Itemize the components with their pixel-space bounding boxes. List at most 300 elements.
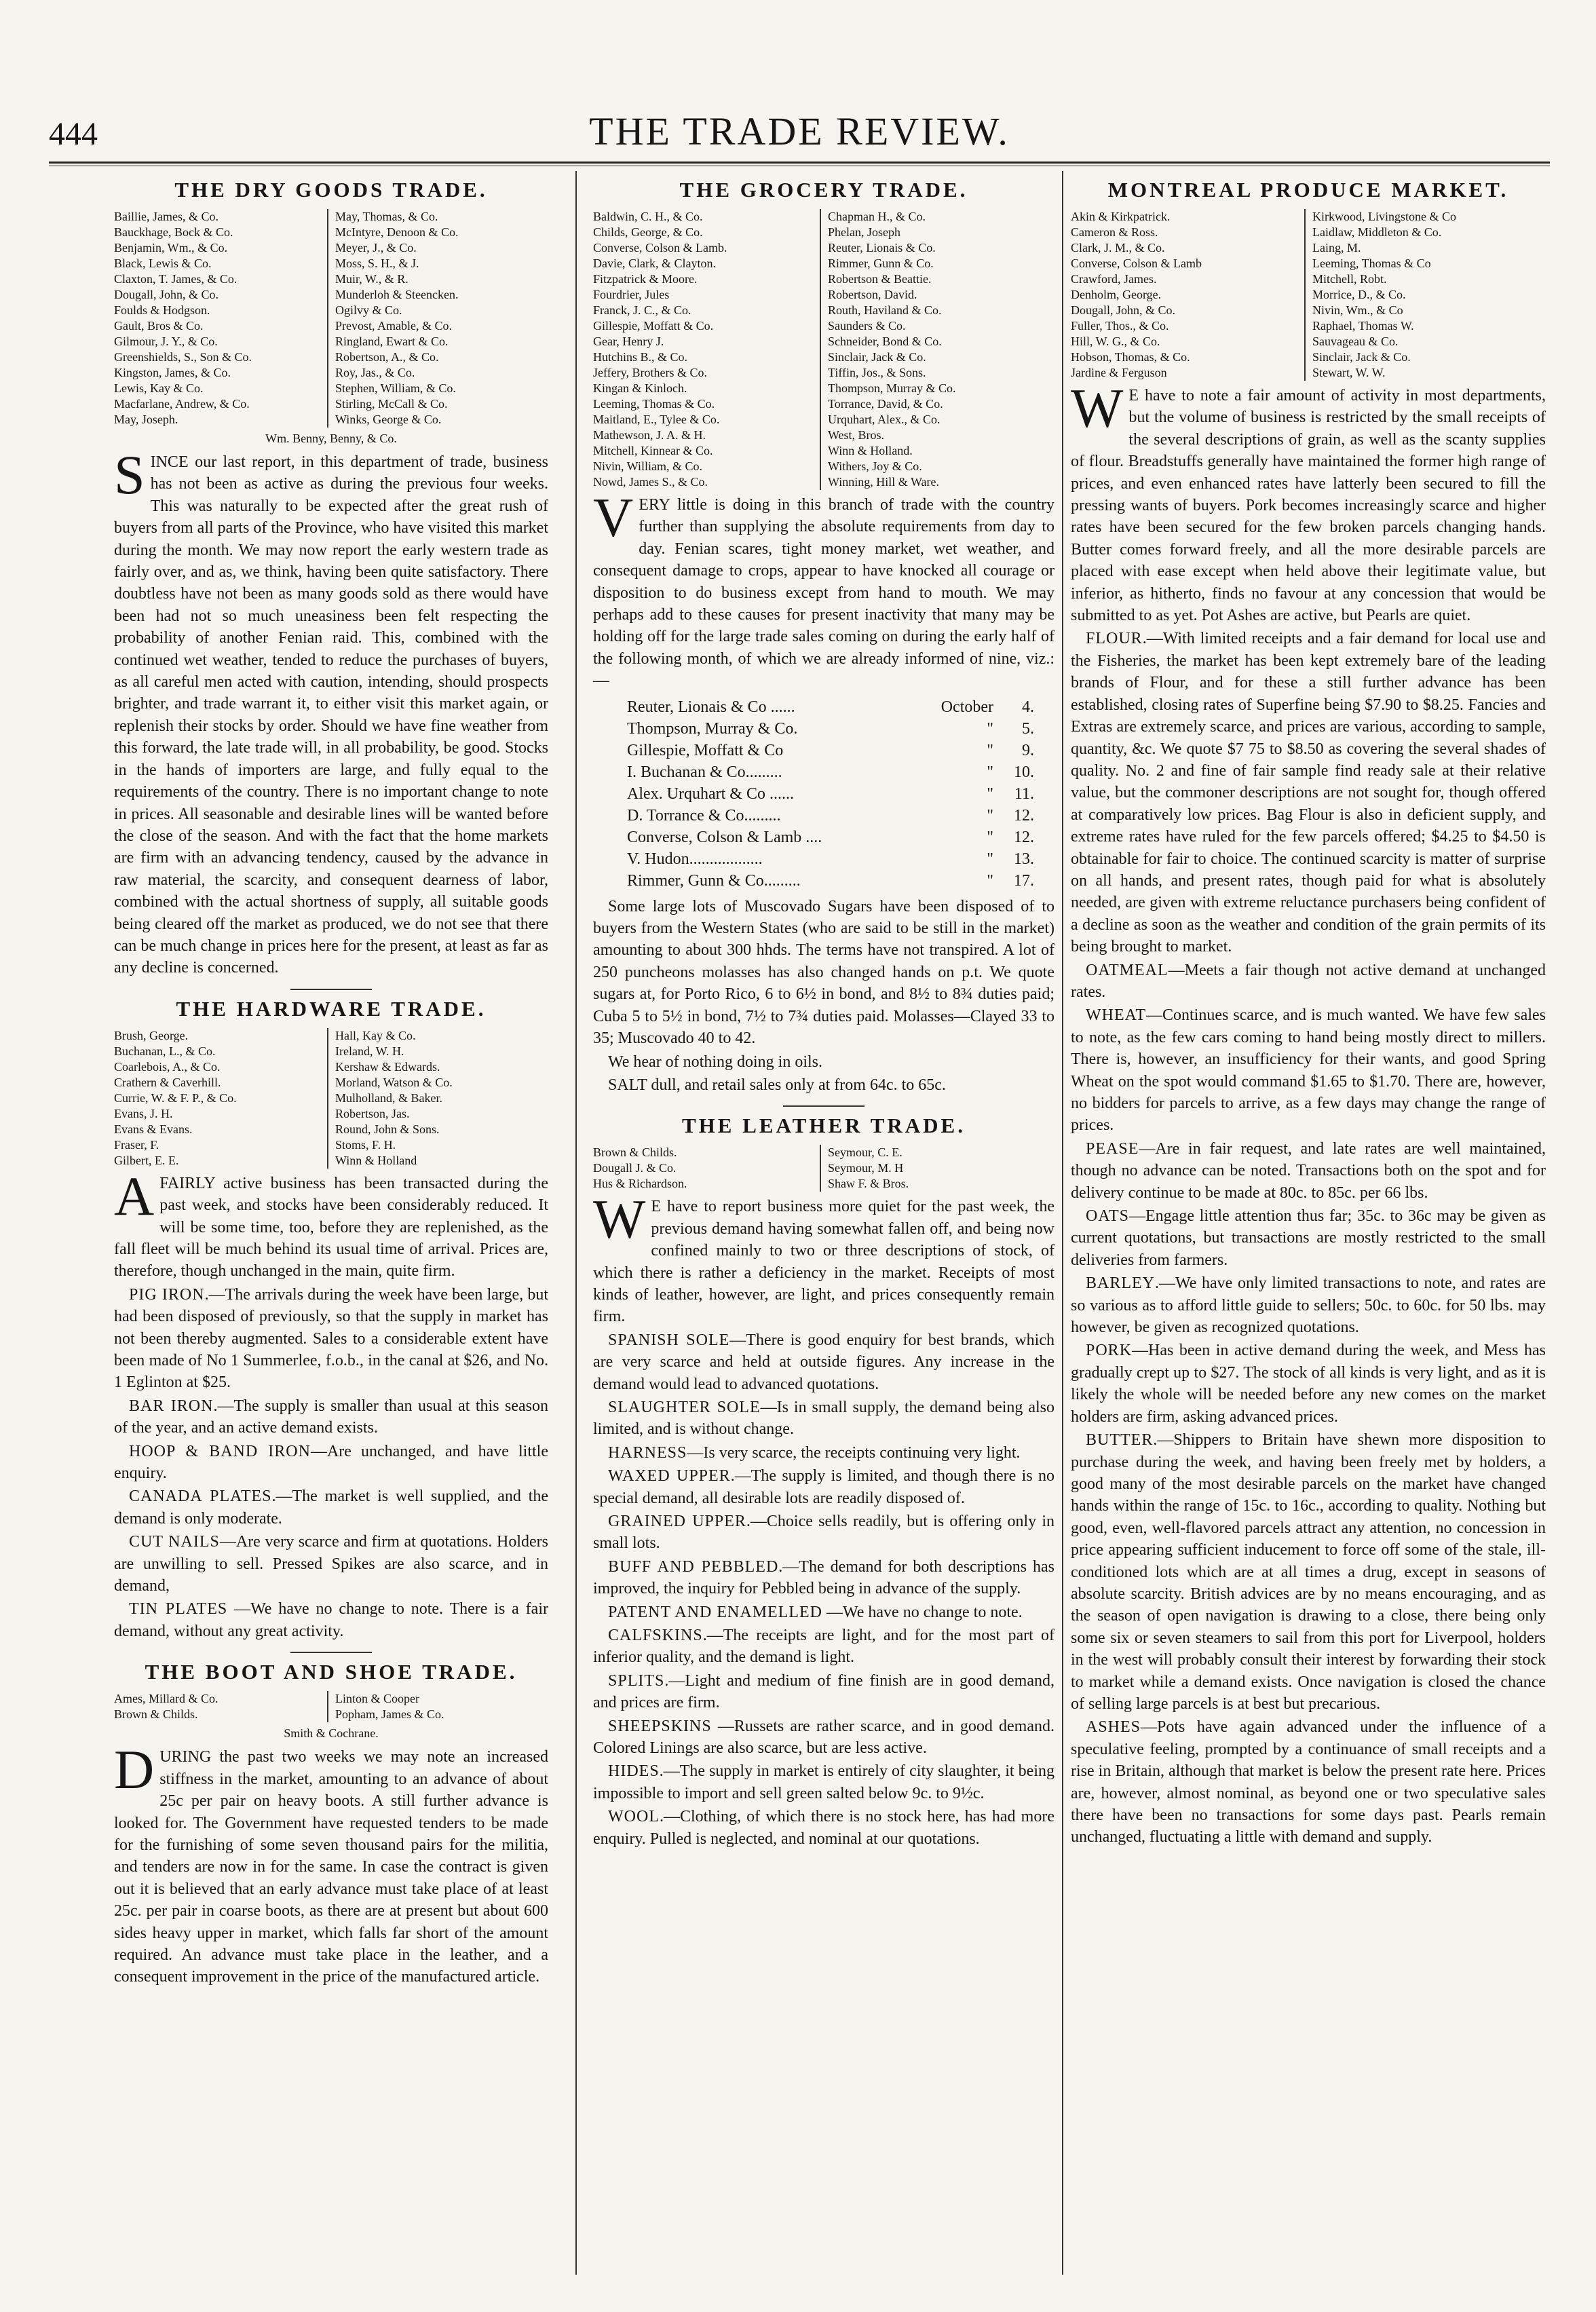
firm-name: Stewart, W. W. [1312, 366, 1386, 379]
firm-list [593, 209, 1054, 490]
sale-day: 4. [1022, 698, 1034, 716]
firm-name: Rimmer, Gunn & Co. [828, 257, 934, 270]
paragraph-text: FAIRLY active business has been transacted during the past week, and stocks have been considerably reduced. It will be some time, too, before they are replenished, as the fall fleet will be much behind its usual time of arrival. Prices are, therefore, though unchanged in the main, quite firm. [114, 1174, 548, 1281]
firm-name: Gault, Bros & Co. [114, 319, 204, 333]
subhead: PATENT AND ENAMELLED [608, 1603, 823, 1621]
firm-name: West, Bros. [828, 428, 885, 442]
paragraph [1071, 960, 1546, 1004]
firm-name: Bauckhage, Bock & Co. [114, 225, 233, 239]
firm-name: Fraser, F. [114, 1137, 159, 1152]
firm-name: Fuller, Thos., & Co. [1071, 319, 1169, 333]
firm-name: Laing, M. [1312, 241, 1361, 254]
article-body-continued [593, 896, 1054, 1097]
trade-sales-list [627, 696, 1054, 892]
firm-name: Gilmour, J. Y., & Co. [114, 335, 218, 348]
subhead: OATMEAL [1086, 961, 1168, 979]
sale-month: " [987, 784, 993, 803]
subhead: BUTTER [1086, 1431, 1154, 1449]
firm-name: Mathewson, J. A. & H. [593, 428, 706, 442]
firm-name: Evans & Evans. [114, 1122, 193, 1136]
firm-name: Baldwin, C. H., & Co. [593, 210, 703, 223]
firm-name: Reuter, Lionais & Co. [828, 241, 936, 254]
paragraph-text: .—The market is well supplied, and the demand is only moderate. [114, 1487, 548, 1528]
firm-name: Saunders & Co. [828, 319, 906, 333]
paragraph: SALT dull, and retail sales only at from 64c. to 65c. [608, 1076, 946, 1094]
firm-name: Hill, W. G., & Co. [1071, 335, 1160, 348]
sale-day: 10. [1014, 763, 1034, 781]
sale-name: Alex. Urquhart & Co ...... [627, 784, 794, 803]
subhead: WAXED UPPER [608, 1467, 731, 1485]
paragraph-text: .—The supply in market is entirely of city slaughter, it being impossible to import and sell green salted below 9c. to 9½c. [593, 1762, 1054, 1802]
section-title: THE GROCERY TRADE. [679, 178, 968, 202]
paragraph-text: .—Light and medium of fine finish are in good demand, and prices are firm. [593, 1671, 1054, 1712]
firm-name: Munderloh & Steencken. [335, 288, 459, 301]
paragraph [114, 1531, 548, 1597]
firm-name: Popham, James & Co. [335, 1707, 444, 1722]
subhead: CANADA PLATES [129, 1487, 272, 1506]
firm-name: Chapman H., & Co. [828, 210, 926, 223]
boot-shoe-section [114, 1660, 548, 1988]
sale-month: October [940, 698, 993, 716]
paragraph-text: .—The receipts are light, and for the most part of inferior quality, and the demand is light. [593, 1627, 1054, 1667]
leather-section [593, 1114, 1054, 1850]
subhead: CALFSKINS [608, 1627, 703, 1645]
paragraph-text: .—Clothing, of which there is no stock here, has had more enquiry. Pulled is neglected, and nominal at our quotations. [593, 1808, 1054, 1848]
firm-list-left [593, 209, 820, 490]
sale-month: " [987, 763, 993, 781]
firm-name: Tiffin, Jos., & Sons. [828, 366, 926, 379]
paragraph-text: .—We have only limited transactions to note, and rates are so various as to afford little guide to sellers; 50c. to 60c. for 50 lbs. may however, be given as recognized quotations. [1071, 1274, 1546, 1337]
paragraph [593, 1625, 1054, 1669]
paragraph [593, 1716, 1054, 1760]
page-number: 444 [49, 116, 98, 152]
subhead: PORK [1086, 1342, 1133, 1360]
section-title: THE DRY GOODS TRADE. [174, 178, 488, 202]
paragraph [1071, 1138, 1546, 1204]
firm-name: Kingston, James, & Co. [114, 366, 231, 379]
section-title: MONTREAL PRODUCE MARKET. [1107, 178, 1509, 202]
firm-name: Urquhart, Alex., & Co. [828, 413, 940, 426]
firm-name: Moss, S. H., & J. [335, 257, 419, 270]
sale-month: " [987, 741, 993, 759]
firm-name: Crawford, James. [1071, 272, 1157, 286]
firm-name: Ames, Millard & Co. [114, 1692, 218, 1706]
firm-name: Coarlebois, A., & Co. [114, 1059, 221, 1074]
firm-name: Mulholland, & Baker. [335, 1091, 442, 1105]
paragraph-text: .—Shippers to Britain have shewn more disposition to purchase during the week, and having been freely met by holders, a good many of the most desirable parcels on the market have changed hands within the range of 15c. to 16c., according to quality. Nothing but good, even, well-flavored parcels attract any attention, no concession in price appearing sufficient inducement to force off some of the stale, ill-conditioned lots which are at all times a drug, except in seasons of absolute scarcity. British advices are by no means encouraging, and as the season of open navigation is drawing to a close, there being only some six or seven steamers to sail from this port for Liverpool, holders in the west will probably consult their interest by forwarding their stock to market while a demand exists. Once navigation is closed the chance of selling large parcels is at best but precarious. [1071, 1431, 1546, 1713]
firm-name: Ogilvy & Co. [335, 303, 402, 317]
firm-name: Stoms, F. H. [335, 1137, 396, 1152]
firm-name: Muir, W., & R. [335, 272, 408, 286]
firm-list-left [593, 1145, 820, 1192]
sale-month: " [987, 871, 993, 890]
firm-name: Hall, Kay & Co. [335, 1028, 416, 1042]
firm-name: Foulds & Hodgson. [114, 303, 210, 317]
paragraph-text: —We have no change to note. [822, 1603, 1023, 1621]
firm-list [114, 1028, 548, 1169]
paragraph-text: —There is good enquiry for best brands, which are very scarce and held at outside figures. Any increase in the demand would lead to advanced quotations. [593, 1331, 1054, 1393]
firm-name: Ringland, Ewart & Co. [335, 335, 449, 348]
firm-name: Morland, Watson & Co. [335, 1075, 453, 1089]
firm-name: Macfarlane, Andrew, & Co. [114, 397, 250, 411]
paragraph [593, 1556, 1054, 1600]
subhead: PIG IRON [129, 1285, 205, 1304]
article-body [114, 1739, 548, 1988]
firm-name: Winks, George & Co. [335, 413, 442, 426]
sale-day: 12. [1014, 806, 1034, 825]
firm-name: Torrance, David, & Co. [828, 397, 943, 411]
section-divider [290, 989, 372, 990]
firm-list-tail: Smith & Cochrane. [284, 1726, 379, 1741]
sale-row [627, 696, 1054, 718]
firm-name: Sinclair, Jack & Co. [1312, 350, 1411, 364]
firm-name: Dougall, John, & Co. [114, 288, 219, 301]
firm-name: Black, Lewis & Co. [114, 257, 212, 270]
sale-name: Gillespie, Moffatt & Co [627, 741, 784, 759]
subhead: SPLITS [608, 1671, 665, 1690]
paragraph [593, 1442, 1054, 1464]
firm-name: Greenshields, S., Son & Co. [114, 350, 252, 364]
firm-name: McIntyre, Denoon & Co. [335, 225, 459, 239]
paragraph [593, 1670, 1054, 1714]
firm-name: Denholm, George. [1071, 288, 1162, 301]
firm-list-right [1304, 209, 1546, 381]
firm-name: Evans, J. H. [114, 1106, 173, 1120]
firm-name: Gillespie, Moffatt & Co. [593, 319, 714, 333]
firm-name: Kershaw & Edwards. [335, 1059, 440, 1074]
sale-name: Rimmer, Gunn & Co......... [627, 871, 801, 890]
firm-name: Stephen, William, & Co. [335, 381, 456, 395]
masthead-title: THE TRADE REVIEW. [589, 109, 1010, 153]
firm-name: Sinclair, Jack & Co. [828, 350, 926, 364]
sale-month: " [987, 828, 993, 846]
firm-name: Laidlaw, Middleton & Co. [1312, 225, 1442, 239]
sale-row [627, 805, 1054, 827]
sale-month: " [987, 806, 993, 825]
drop-cap: S [114, 444, 145, 506]
paragraph [1071, 628, 1546, 958]
paragraph [114, 1441, 548, 1485]
firm-name: Baillie, James, & Co. [114, 210, 218, 223]
sale-day: 11. [1014, 784, 1034, 803]
paragraph [1071, 377, 1546, 626]
paragraph [1071, 1004, 1546, 1136]
paragraph-text: —Has been in active demand during the week, and Mess has gradually crept up to $27. The stock of all kinds is very light, and as it is likely the whole will be needed before any new comes on the market holders are firm, asking advanced prices. [1071, 1342, 1546, 1426]
paragraph-text: .—With limited receipts and a fair demand for local use and the Fisheries, the market has been kept extremely bare of the leading brands of Flour, and for these a still further advance has been established, closing rates of Superfine being $7.90 to $8.25. Fancies and Extras are extremely scarce, and prices are various, according to sample, quantity, &c. We quote $7 75 to $8.50 as covering the several shades of quality. No. 2 and fine of fair sample find ready sale at their relative value, but the commoner descriptions are not sought for, though offered at comparatively low prices. Bag Flour is also in deficient supply, and extreme rates have ruled for the few parcels offered; $4.25 to $4.50 is obtainable for fair to choice. The continued scarcity is matter of surprise on all hands, and present rates, though paid for what is absolutely needed, are given with extreme reluctance purchasers being confident of a decline as soon as the weather and condition of the grain permits of its being brought to market. [1071, 630, 1546, 956]
paragraph-text: .—The arrivals during the week have been large, but had been disposed of previously, so that the supply in market has not been thereby augmented. Sales to a considerable extent have been made of No 1 Summerlee, f.o.b., in the canal at $26, and No. 1 Eglinton at $25. [114, 1285, 549, 1392]
firm-name: Converse, Colson & Lamb [1071, 257, 1202, 270]
sale-name: Converse, Colson & Lamb .... [627, 828, 822, 846]
sale-day: 12. [1014, 828, 1034, 846]
firm-name: Hus & Richardson. [593, 1177, 687, 1191]
subhead: HOOP & BAND IRON [129, 1442, 311, 1460]
paragraph-text: .—The supply is limited, and though there is no special demand, all desirable lots are readily disposed of. [593, 1467, 1054, 1507]
subhead: SLAUGHTER SOLE [608, 1398, 761, 1416]
sale-name: Thompson, Murray & Co. [627, 719, 798, 738]
sale-name: Reuter, Lionais & Co ...... [627, 698, 795, 716]
firm-name: Roy, Jas., & Co. [335, 366, 415, 379]
sale-name: I. Buchanan & Co......... [627, 763, 782, 781]
firm-name: Crathern & Caverhill. [114, 1075, 221, 1089]
paragraph [114, 1395, 548, 1439]
drop-cap: W [593, 1188, 646, 1251]
paragraph-text: —We have no change to note. There is a fair demand, without any great activity. [114, 1600, 548, 1640]
subhead: SPANISH SOLE [608, 1331, 730, 1349]
firm-name: Meyer, J., & Co. [335, 241, 417, 254]
subhead: BARLEY [1086, 1274, 1155, 1293]
paragraph-text: .—The demand for both descriptions has improved, the inquiry for Pebbled being in advance of the supply. [593, 1557, 1054, 1598]
firm-name: Hobson, Thomas, & Co. [1071, 350, 1190, 364]
firm-list-left [1071, 209, 1304, 381]
drop-cap: W [1071, 377, 1124, 439]
firm-list [114, 1691, 548, 1722]
sale-row [627, 740, 1054, 761]
firm-name: Stirling, McCall & Co. [335, 397, 448, 411]
firm-name: Jeffery, Brothers & Co. [593, 366, 707, 379]
firm-name: Franck, J. C., & Co. [593, 303, 691, 317]
article-body [114, 1164, 549, 1643]
firm-name: Davie, Clark, & Clayton. [593, 257, 716, 270]
firm-name: Raphael, Thomas W. [1312, 319, 1414, 333]
firm-name: Shaw F. & Bros. [828, 1177, 909, 1191]
subhead: BUFF AND PEBBLED [608, 1557, 779, 1576]
paragraph [593, 1397, 1054, 1441]
firm-name: Seymour, C. E. [828, 1145, 902, 1160]
subhead: HIDES [608, 1762, 660, 1781]
paragraph-text: —Pots have again advanced under the influence of a speculative feeling, prompted by a continuance of small receipts and a rise in Britain, although that market is below the present rate here. Prices are, however, almost nominal, as beyond one or two speculative sales there have been no transactions for some days past. Pearls remain unchanged, fluctuating a little with demand and supply. [1071, 1718, 1546, 1846]
column-3 [1071, 171, 1546, 1850]
firm-name: Brown & Childs. [114, 1707, 198, 1722]
page-header [49, 109, 1550, 163]
paragraph-text: —Russets are rather scarce, and in good demand. Colored Linings are also scarce, but are less active. [593, 1717, 1054, 1758]
firm-name: Brown & Childs. [593, 1145, 677, 1160]
firm-name: Robertson & Beattie. [828, 272, 932, 286]
firm-name: Phelan, Joseph [828, 225, 900, 239]
firm-list [1071, 209, 1546, 381]
paragraph-text: INCE our last report, in this department of trade, business has not been as active as during the previous four weeks. This was naturally to be expected after the great rush of buyers from all parts of the Province, who have visited this market during the month. We may now report the early western trade as fairly over, and as, we think, having been quite satisfactory. There doubtless have not been as many goods sold as there would have been had not so much uneasiness been felt respecting the probability of another Fenian raid. This, combined with the continued wet weather, tended to reduce the purchases of buyers, as all careful men acted with caution, intending, should prospects brighter, and trade warrant it, to either visit this market again, or replenish their stocks by order. Should we have fine weather from this forward, the late trade will, in all probability, be good. Stocks in the hands of importers are large, and fully equal to the requirements of the country. There is no important change to note in prices. All seasonable and desirable lines will be wanted before the close of the season. And with the fact that the home markets are firm with an advancing tendency, caused by the advance in raw material, the scarcity, and consequent dearness of labor, combined with the actual shortness of supply, all suitable goods being cleared off the market as produced, we do not see that there can be much change in prices here for the present, at least as far as any decline is concerned. [114, 453, 548, 977]
drop-cap: A [114, 1164, 155, 1227]
firm-name: Kirkwood, Livingstone & Co [1312, 210, 1456, 223]
sale-row [627, 783, 1054, 805]
sale-row [627, 718, 1054, 740]
paragraph [114, 1739, 548, 1988]
firm-name: Winning, Hill & Ware. [828, 475, 939, 489]
firm-name: Prevost, Amable, & Co. [335, 319, 452, 333]
paragraph-text: —Continues scarce, and is much wanted. We have few sales to note, as the few cars coming to hand being mostly direct to millers. There is, however, an insufficiency for their wants, and good Spring Wheat on the spot would command $1.65 to $1.70. There are, however, no bidders for parcels to arrive, as a few days may change the range of prices. [1071, 1006, 1546, 1135]
firm-name: Sauvageau & Co. [1312, 335, 1399, 348]
firm-name: Claxton, T. James, & Co. [114, 272, 238, 286]
paragraph [593, 1602, 1054, 1623]
article-body [1071, 377, 1546, 1849]
section-title: THE LEATHER TRADE. [682, 1114, 966, 1138]
firm-name: Maitland, E., Tylee & Co. [593, 413, 720, 426]
produce-section [1071, 178, 1546, 1849]
paragraph [1071, 1205, 1546, 1271]
sale-month: " [987, 850, 993, 868]
paragraph-text: ERY little is doing in this branch of trade with the country further than supplying the absolute requirements from day to day. Fenian scares, tight money market, wet weather, and consequent damage to crops, appear to have knocked all courage or disposition to do business except from hand to mouth. We may perhaps add to these causes for present inactivity that many may be holding off for the large trade sales coming on during the early half of the following month, of which we are already informed of nine, viz.:— [593, 496, 1054, 690]
section-title: THE BOOT AND SHOE TRADE. [145, 1660, 518, 1684]
paragraph [114, 1284, 548, 1394]
firm-name: Routh, Haviland & Co. [828, 303, 942, 317]
paragraph-text: .—The supply is smaller than usual at this season of the year, and an active demand exists. [114, 1397, 548, 1437]
paragraph-text: —Are in fair request, and late rates are well maintained, though no advance can be noted. Transactions both on the spot and for delivery continue to be made at 80c. to 85c. per 66 lbs. [1071, 1139, 1546, 1202]
subhead: WHEAT [1086, 1006, 1146, 1025]
hardware-section [114, 997, 548, 1643]
paragraph-text: E have to report business more quiet for the past week, the previous demand having somewhat fallen off, and being now confined mainly to two or three descriptions of stock, of which there is rather a deficiency in the market. Receipts of most kinds of leather, however, are light, and prices consequently remain firm. [593, 1198, 1054, 1326]
paragraph: We hear of nothing doing in oils. [608, 1053, 823, 1071]
subhead: GRAINED UPPER [608, 1513, 746, 1530]
paragraph-text: —Is very scarce, the receipts continuing very light. [687, 1443, 1021, 1462]
subhead: HARNESS [608, 1443, 687, 1462]
sale-name: V. Hudon.................. [627, 850, 763, 868]
paragraph [593, 1760, 1054, 1804]
firm-name: Nivin, Wm., & Co [1312, 303, 1403, 317]
drop-cap: D [114, 1739, 155, 1801]
firm-name: Akin & Kirkpatrick. [1071, 210, 1171, 223]
column-1 [114, 171, 548, 1990]
firm-name: Jardine & Ferguson [1071, 366, 1167, 379]
sale-name: D. Torrance & Co......... [627, 806, 781, 825]
paragraph [114, 1598, 548, 1642]
paragraph [1071, 1429, 1546, 1715]
column-2 [593, 171, 1054, 1851]
firm-name: Clark, J. M., & Co. [1071, 241, 1165, 254]
paragraph [1071, 1340, 1546, 1428]
firm-name: Fitzpatrick & Moore. [593, 272, 698, 286]
firm-list-right [820, 209, 1054, 490]
firm-name: Brush, George. [114, 1028, 189, 1042]
firm-list-left [114, 1028, 327, 1169]
firm-name: Converse, Colson & Lamb. [593, 241, 727, 254]
sale-row [627, 848, 1054, 870]
firm-list-right [327, 1028, 548, 1169]
firm-list-left [114, 209, 327, 428]
paragraph-text: URING the past two weeks we may note an increased stiffness in the market, amounting to an advance of about 25c per pair on heavy boots. A still further advance is looked for. The Government have requested tenders to be made for the furnishing of some seven thousand pairs for the militia, and tenders are now in for the same. In case the contract is given out it is believed that an early advance must take place of at least 25c. per pair in coarse boots, as there are at present but about 600 sides heavy upper in market, which falls far short of the amount required. An advance must take place in the leather, and a consequent improvement in the price of the manufactured article. [114, 1748, 548, 1986]
firm-name: Nivin, William, & Co. [593, 459, 702, 473]
sale-row [627, 761, 1054, 783]
firm-list-right [820, 1145, 1054, 1192]
firm-name: Buchanan, L., & Co. [114, 1044, 216, 1058]
firm-list-left [114, 1691, 327, 1722]
subhead: PEASE [1086, 1139, 1139, 1158]
firm-name: Ireland, W. H. [335, 1044, 404, 1058]
subhead: ASHES [1086, 1718, 1141, 1737]
paragraph [593, 1806, 1054, 1850]
sale-row [627, 870, 1054, 892]
paragraph [1071, 1272, 1546, 1338]
paragraph [1071, 1716, 1546, 1848]
firm-name: Mitchell, Robt. [1312, 272, 1387, 286]
section-title: THE HARDWARE TRADE. [176, 996, 487, 1021]
sale-day: 13. [1014, 850, 1034, 868]
section-divider [290, 1652, 372, 1653]
subhead: TIN PLATES [129, 1600, 228, 1618]
firm-name: Seymour, M. H [828, 1161, 904, 1175]
firm-list [593, 1145, 1054, 1192]
grocery-section [593, 178, 1054, 1096]
article-body [593, 1188, 1055, 1850]
firm-name: Kingan & Kinloch. [593, 381, 687, 395]
drop-cap: V [593, 487, 634, 548]
firm-name: Linton & Cooper [335, 1692, 419, 1706]
sale-row [627, 827, 1054, 848]
firm-name: Currie, W. & F. P., & Co. [114, 1091, 237, 1105]
subhead: WOOL [608, 1808, 660, 1826]
paragraph [593, 1511, 1054, 1555]
firm-list [114, 209, 548, 428]
firm-name: Thompson, Murray & Co. [828, 381, 956, 395]
firm-name: Schneider, Bond & Co. [828, 335, 942, 348]
paragraph [114, 1164, 548, 1283]
firm-name: Winn & Holland [335, 1153, 417, 1167]
sale-day: 9. [1022, 741, 1034, 759]
dry-goods-section [114, 178, 548, 979]
firm-name: Dougall J. & Co. [593, 1161, 677, 1175]
article-body [114, 444, 548, 979]
firm-name: May, Joseph. [114, 413, 178, 426]
firm-name: Childs, George, & Co. [593, 225, 703, 239]
firm-name: Benjamin, Wm., & Co. [114, 241, 228, 254]
paragraph-text: .—Choice sells readily, but is offering only in small lots. [593, 1513, 1054, 1553]
column-rule-1 [575, 171, 577, 2275]
paragraph [114, 444, 548, 979]
firm-name: Cameron & Ross. [1071, 225, 1158, 239]
firm-name: Leeming, Thomas & Co. [593, 397, 715, 411]
paragraph [114, 1485, 548, 1530]
paragraph-text: —Are unchanged, and have little enquiry. [114, 1442, 548, 1483]
paragraph: Some large lots of Muscovado Sugars have been disposed of to buyers from the Western States (who are said to be still in the market) amounting to about 300 hhds. The terms have not transpired. A lot of 250 puncheons molasses has also changed hands on p.t. We quote sugars at, for Porto Rico, 6 to 6½ in bond, and 8½ to 8¾ duties paid; Cuba 5 to 5½ in bond, 7½ to 7¾ duties paid. Molasses—Clayed 33 to 35; Muscovado 40 to 42. [593, 897, 1054, 1048]
subhead: CUT NAILS [129, 1533, 220, 1551]
section-divider [783, 1105, 864, 1107]
subhead: BAR IRON [129, 1397, 214, 1415]
firm-name: Morrice, D., & Co. [1312, 288, 1406, 301]
paragraph [593, 1188, 1054, 1327]
firm-name: Gear, Henry J. [593, 335, 664, 348]
column-rule-2 [1062, 171, 1063, 2275]
paragraph-text: —Is in small supply, the demand being also limited, and is without change. [593, 1398, 1055, 1439]
firm-name: Robertson, David. [828, 288, 917, 301]
header-rule [49, 162, 1550, 166]
firm-name: Round, John & Sons. [335, 1122, 440, 1136]
firm-name: Mitchell, Kinnear & Co. [593, 444, 713, 457]
firm-name: Leeming, Thomas & Co [1312, 257, 1431, 270]
paragraph-text: —Are very scarce and firm at quotations. Holders are unwilling to sell. Pressed Spikes are also scarce, and in demand, [114, 1533, 549, 1595]
firm-name: Hutchins B., & Co. [593, 350, 688, 364]
article-body [593, 487, 1054, 692]
firm-list-tail: Wm. Benny, Benny, & Co. [265, 432, 397, 445]
firm-name: Robertson, Jas. [335, 1106, 410, 1120]
firm-name: Withers, Joy & Co. [828, 459, 922, 473]
firm-list-right [327, 209, 548, 428]
subhead: OATS [1086, 1207, 1130, 1226]
paragraph [593, 487, 1054, 692]
firm-name: Winn & Holland. [828, 444, 913, 457]
firm-name: Gilbert, E. E. [114, 1153, 179, 1167]
firm-name: May, Thomas, & Co. [335, 210, 438, 223]
firm-name: Lewis, Kay & Co. [114, 381, 204, 395]
subhead: FLOUR [1086, 630, 1143, 648]
paragraph-text: E have to note a fair amount of activity in most departments, but the volume of business is restricted by the small receipts of the several descriptions of grain, as well as the scanty supplies of flour. Breadstuffs generally have maintained the former high range of prices, and even enhanced rates have latterly been secured to fill the pressing wants of buyers. Pork becomes increasingly scarce and higher rates have been secured for the few broken parcels changing hands. Butter comes forward freely, and all the more desirable parcels are placed with ease except when held above their legitimate value, but inferior, as hitherto, finds no favour at any concession that would be submitted to as yet. Pot Ashes are active, but Pearls are quiet. [1071, 387, 1546, 625]
sale-day: 5. [1022, 719, 1034, 738]
firm-name: Dougall, John, & Co. [1071, 303, 1176, 317]
paragraph [593, 1329, 1054, 1395]
sale-day: 17. [1014, 871, 1034, 890]
paragraph-text: —Meets a fair though not active demand at unchanged rates. [1071, 961, 1546, 1001]
subhead: SHEEPSKINS [608, 1717, 712, 1735]
firm-list-right [327, 1691, 548, 1722]
paragraph-text: —Engage little attention thus far; 35c. to 36c may be given as current quotations, but transactions are mostly restricted to the small deliveries from farmers. [1071, 1207, 1546, 1269]
paragraph [593, 1465, 1054, 1509]
